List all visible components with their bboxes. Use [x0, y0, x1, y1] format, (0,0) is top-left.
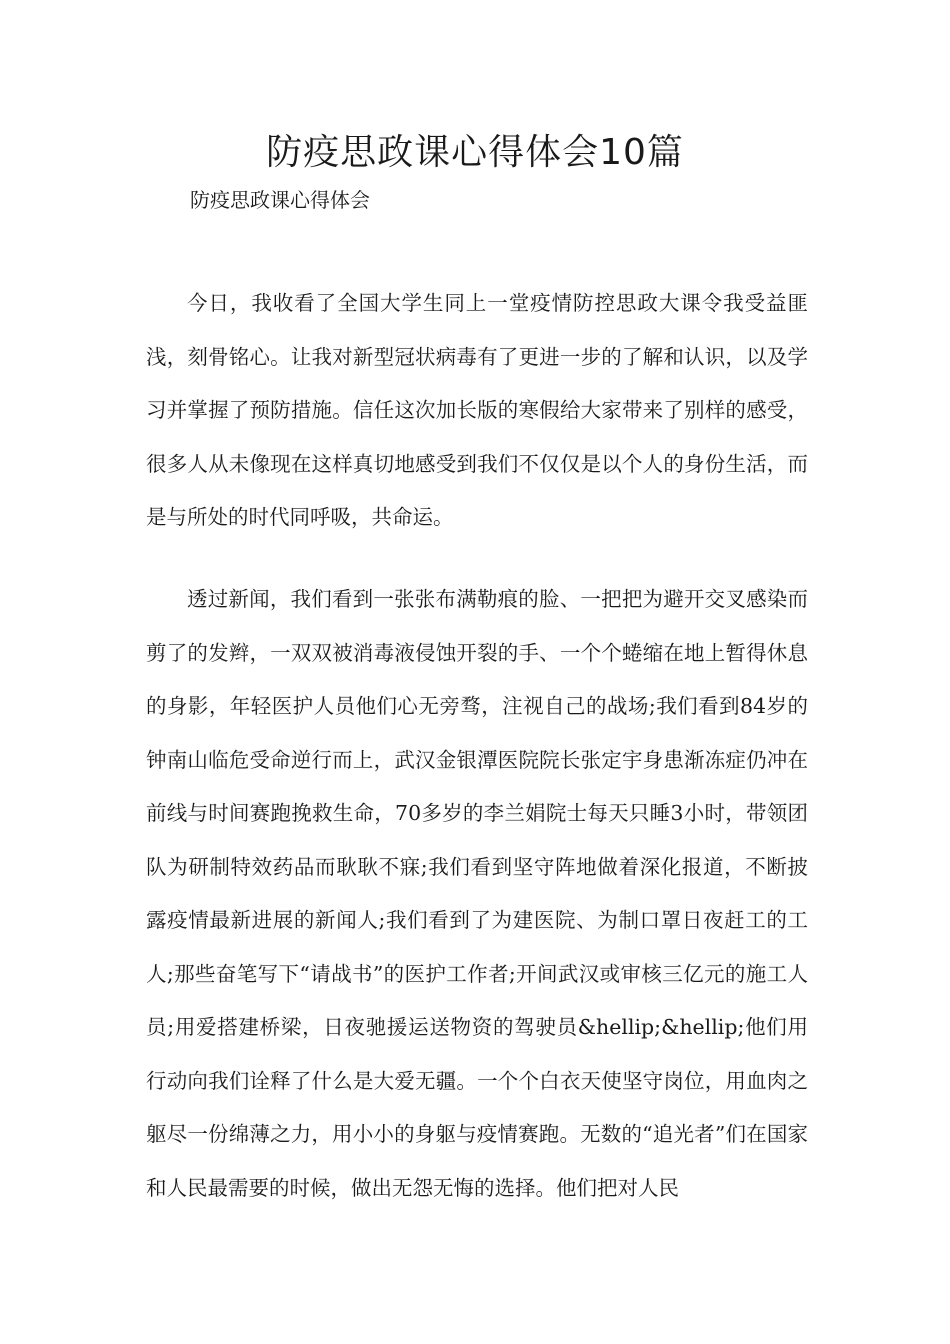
document-subtitle: 防疫思政课心得体会: [190, 188, 370, 212]
document-title: 防疫思政课心得体会10篇: [266, 132, 684, 173]
paragraph-2: 透过新闻，我们看到一张张布满勒痕的脸、一把把为避开交叉感染而剪了的发辫，一双双被消毒液侵蚀开裂的手、一个个蜷缩在地上暂得休息的身影，年轻医护人员他们心无旁骛，注视自己的战场;我们看到84岁的钟南山临危受命逆行而上，武汉金银潭医院院长张定宇身患渐冻症仍冲在前线与时间赛跑挽救生命，70多岁的李兰娟院士每天只睡3小时，带领团队为研制特效药品而耿耿不寐;我们看到坚守阵地做着深化报道，不断披露疫情最新进展的新闻人;我们看到了为建医院、为制口罩日夜赶工的工人;那些奋笔写下“请战书”的医护工作者;开间武汉或审核三亿元的施工人员;用爱搭建桥梁，日夜驰援运送物资的驾驶员&hellip;&hellip;他们用行动向我们诠释了什么是大爱无疆。一个个白衣天使坚守岗位，用血肉之躯尽一份绵薄之力，用小小的身躯与疫情赛跑。无数的“追光者”们在国家和人民最需要的时候，做出无怨无悔的选择。他们把对人民: [146, 587, 808, 1200]
paragraph-1: 今日，我收看了全国大学生同上一堂疫情防控思政大课令我受益匪浅，刻骨铭心。让我对新型冠状病毒有了更进一步的了解和认识，以及学习并掌握了预防措施。信任这次加长版的寒假给大家带来了别样的感受，很多人从未像现在这样真切地感受到我们不仅仅是以个人的身份生活，而是与所处的时代同呼吸，共命运。: [146, 291, 808, 529]
